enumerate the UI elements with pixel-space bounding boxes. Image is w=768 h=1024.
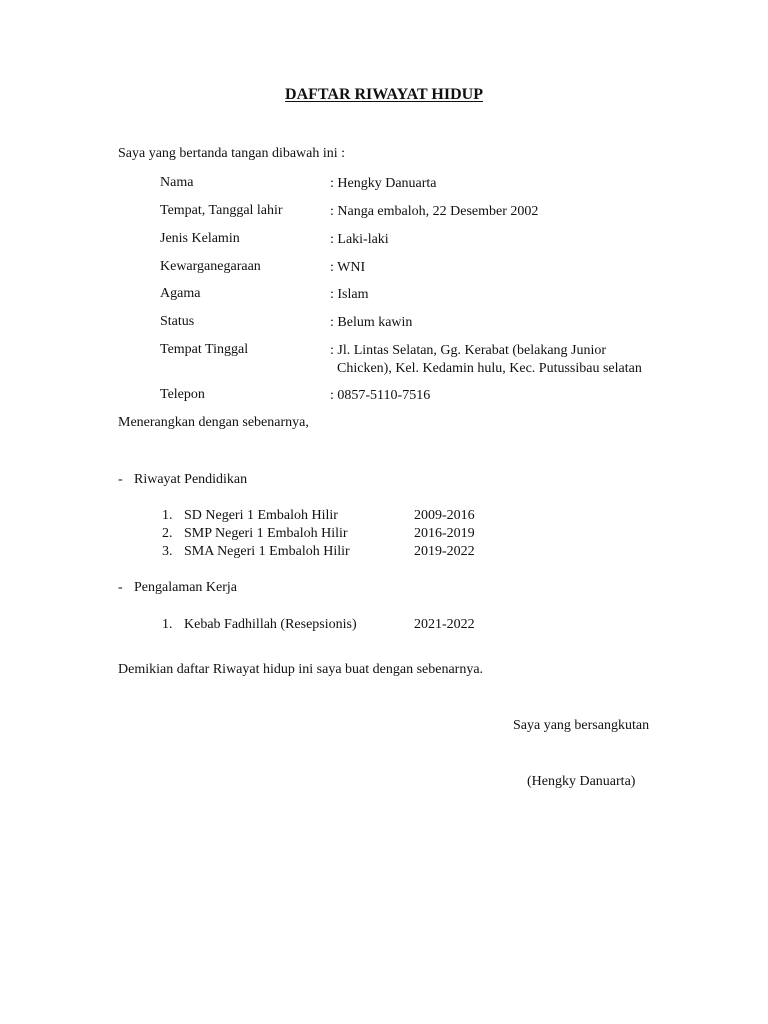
- field-value-kewarganegaraan: : WNI: [330, 260, 366, 275]
- document-title: DAFTAR RIWAYAT HIDUP: [285, 86, 483, 103]
- field-label-status: Status: [160, 314, 195, 329]
- declaration-text: Menerangkan dengan sebenarnya,: [118, 415, 309, 430]
- education-item-name: SMP Negeri 1 Embaloh Hilir: [184, 526, 348, 541]
- field-value-nama: : Hengky Danuarta: [330, 176, 437, 191]
- education-bullet: -: [118, 472, 123, 487]
- field-label-jenis-kelamin: Jenis Kelamin: [160, 231, 240, 246]
- address-line-2: Chicken), Kel. Kedamin hulu, Kec. Putussibau selatan: [337, 361, 642, 376]
- education-item-number: 3.: [162, 544, 173, 559]
- intro-text: Saya yang bertanda tangan dibawah ini :: [118, 146, 346, 161]
- experience-item-number: 1.: [162, 617, 173, 632]
- experience-item-years: 2021-2022: [414, 617, 475, 632]
- education-item-number: 1.: [162, 508, 173, 523]
- field-value-jenis-kelamin: : Laki-laki: [330, 232, 389, 247]
- education-item-years: 2019-2022: [414, 544, 475, 559]
- experience-bullet: -: [118, 580, 123, 595]
- field-label-nama: Nama: [160, 175, 194, 190]
- field-value-status: : Belum kawin: [330, 315, 413, 330]
- closing-text: Demikian daftar Riwayat hidup ini saya buat dengan sebenarnya.: [118, 662, 484, 677]
- field-label-telepon: Telepon: [160, 387, 205, 402]
- education-item-name: SMA Negeri 1 Embaloh Hilir: [184, 544, 350, 559]
- signature-label: Saya yang bersangkutan: [513, 718, 650, 733]
- education-item-number: 2.: [162, 526, 173, 541]
- experience-heading: Pengalaman Kerja: [134, 580, 238, 595]
- field-value-tempat-tinggal: [330, 342, 642, 378]
- education-item-years: 2016-2019: [414, 526, 475, 541]
- education-heading: Riwayat Pendidikan: [134, 472, 248, 487]
- field-label-agama: Agama: [160, 286, 201, 301]
- field-value-tempat-tanggal-lahir: : Nanga embaloh, 22 Desember 2002: [330, 204, 539, 219]
- field-label-tempat-tinggal: Tempat Tinggal: [160, 342, 249, 357]
- education-item-years: 2009-2016: [414, 508, 475, 523]
- field-label-tempat-tanggal-lahir: Tempat, Tanggal lahir: [160, 203, 283, 218]
- education-item-name: SD Negeri 1 Embaloh Hilir: [184, 508, 338, 523]
- field-label-kewarganegaraan: Kewarganegaraan: [160, 259, 261, 274]
- address-line-1: : Jl. Lintas Selatan, Gg. Kerabat (belakang Junior: [330, 343, 607, 358]
- field-value-telepon: : 0857-5110-7516: [330, 388, 431, 403]
- signature-name: (Hengky Danuarta): [527, 774, 636, 789]
- field-value-agama: : Islam: [330, 287, 369, 302]
- experience-item-name: Kebab Fadhillah (Resepsionis): [184, 617, 357, 632]
